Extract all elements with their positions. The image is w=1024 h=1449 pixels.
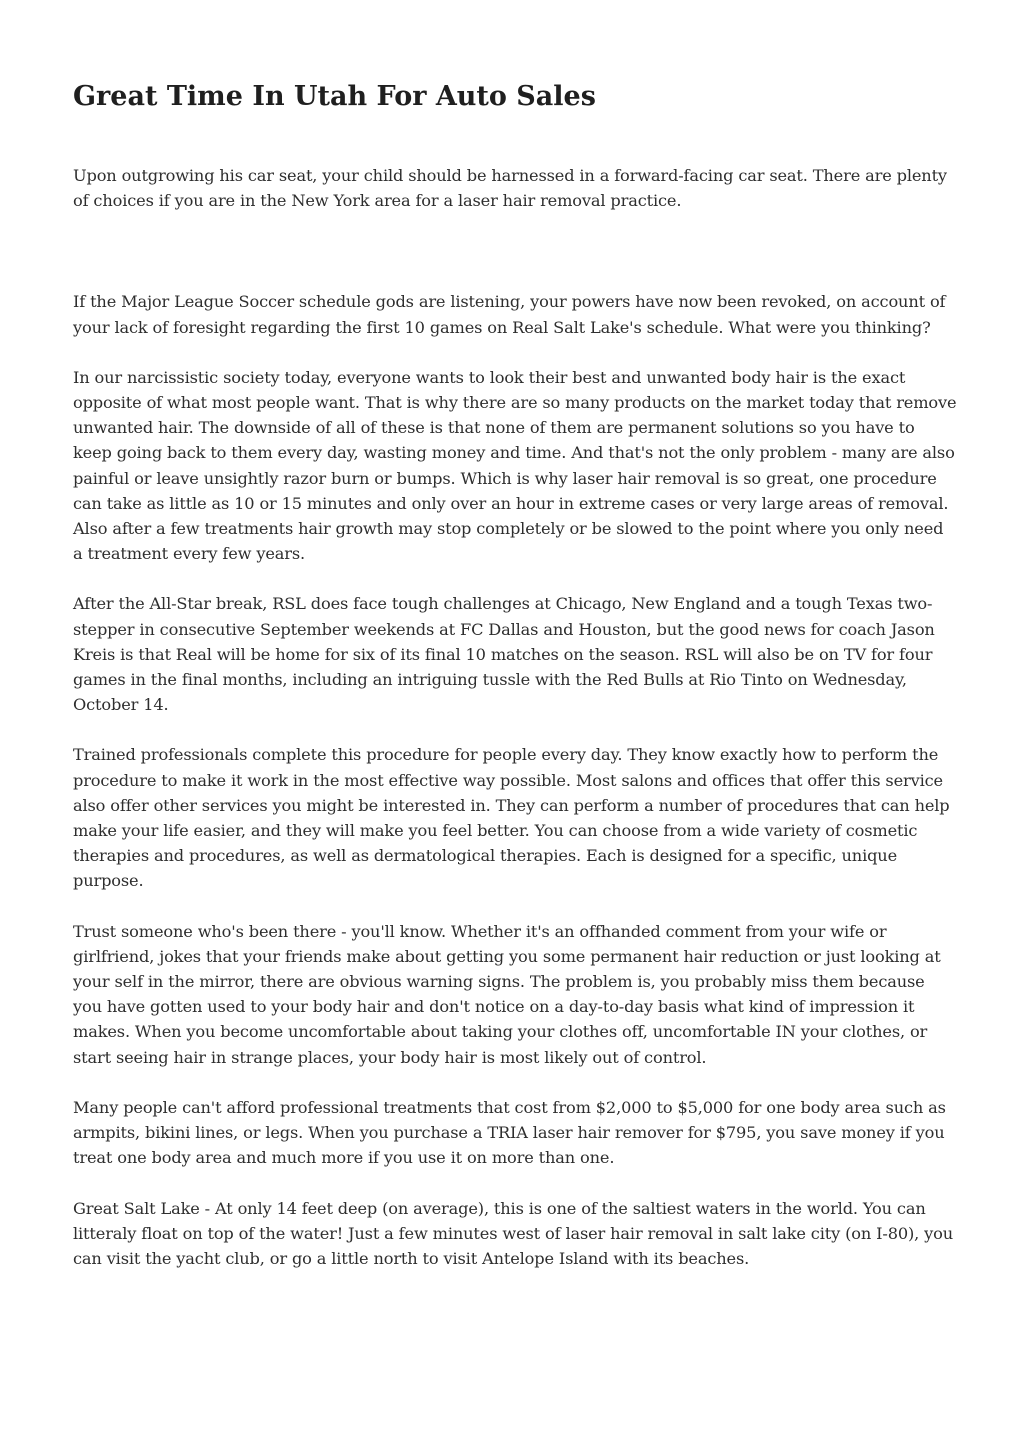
paragraph-car-seat: Upon outgrowing his car seat, your child should be harnessed in a forward-facing car seat. There are plenty of choices if you are in the New York area for a laser hair removal practice. (73, 166, 947, 211)
paragraph-warning-signs: Trust someone who's been there - you'll know. Whether it's an offhanded comment from your wife or girlfriend, jokes that your friends make about getting you some permanent hair reduction or just looking at your self in the mirror, there are obvious warning signs. The problem is, you probably miss them because you have gotten used to your body hair and don't notice on a day-to-day basis what kind of impression it makes. When you become uncomfortable about taking your clothes off, uncomfortable IN your clothes, or start seeing hair in strange places, your body hair is most likely out of control. (73, 921, 941, 1067)
paragraph-treatment-cost: Many people can't afford professional treatments that cost from $2,000 to $5,000 for one body area such as armpits, bikini lines, or legs. When you purchase a TRIA laser hair remover for $795, you save money if you treat one body area and much more if you use it on more than one. (73, 1097, 946, 1168)
paragraph-great-salt-lake: Great Salt Lake - At only 14 feet deep (on average), this is one of the saltiest waters in the world. You can litteraly float on top of the water! Just a few minutes west of laser hair removal in salt lake city (on I-80), you can visit the yacht club, or go a little north to visit Antelope Island with its beaches. (73, 1198, 954, 1268)
paragraph-all-star-break: After the All-Star break, RSL does face tough challenges at Chicago, New England and a tough Texas two-stepper in consecutive September weekends at FC Dallas and Houston, but the good news for coach Jason Kreis is that Real will be home for six of its final 10 matches on the season. RSL will also be on TV for four games in the final months, including an intriguing tussle with the Red Bulls at Rio Tinto on Wednesday, October 14. (73, 594, 935, 715)
paragraph-trained-professionals: Trained professionals complete this procedure for people every day. They know exactly how to perform the procedure to make it work in the most effective way possible. Most salons and offices that offer this service also offer other services you might be interested in. They can perform a number of procedures that can help make your life easier, and they will make you feel better. You can choose from a wide variety of cosmetic therapies and procedures, as well as dermatological therapies. Each is designed for a specific, unique purpose. (73, 745, 950, 891)
paragraph-mls-schedule: If the Major League Soccer schedule gods are listening, your powers have now been revoked, on account of your lack of foresight regarding the first 10 games on Real Salt Lake's schedule. What were you thinking? (73, 292, 946, 337)
document-page (73, 78, 957, 1271)
page-title: Great Time In Utah For Auto Sales (73, 81, 596, 112)
paragraph-body-hair: In our narcissistic society today, everyone wants to look their best and unwanted body hair is the exact opposite of what most people want. That is why there are so many products on the market today that remove unwanted hair. The downside of all of these is that none of them are permanent solutions so you have to keep going back to them every day, wasting money and time. And that's not the only problem - many are also painful or leave unsightly razor burn or bumps. Which is why laser hair removal is so great, one procedure can take as little as 10 or 15 minutes and only over an hour in extreme cases or very large areas of removal. Also after a few treatments hair growth may stop completely or be slowed to the point where you only need a treatment every few years. (73, 367, 957, 564)
